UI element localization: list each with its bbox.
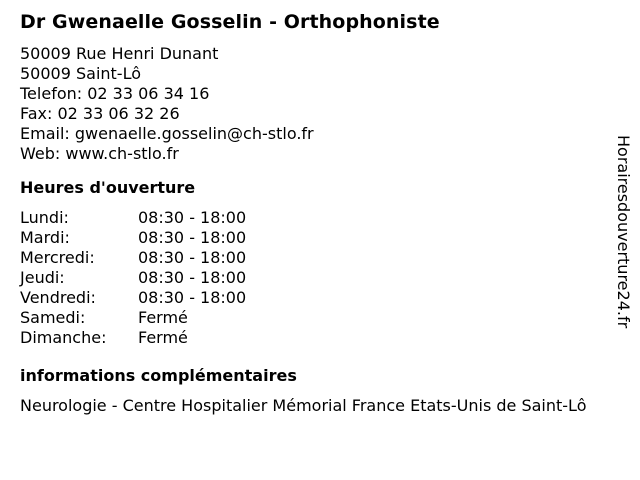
opening-hours-heading: Heures d'ouverture <box>20 178 196 197</box>
day-label: Lundi: <box>20 208 69 227</box>
fax-line: Fax: 02 33 06 32 26 <box>20 104 180 123</box>
day-hours: 08:30 - 18:00 <box>138 208 247 227</box>
day-label: Mardi: <box>20 228 70 247</box>
day-label: Vendredi: <box>20 288 96 307</box>
additional-info-heading: informations complémentaires <box>20 366 297 385</box>
hours-row-tuesday <box>20 228 620 248</box>
web-line: Web: www.ch-stlo.fr <box>20 144 179 163</box>
page-title: Dr Gwenaelle Gosselin - Orthophoniste <box>20 11 440 33</box>
day-hours: Fermé <box>138 308 188 327</box>
listing-card <box>20 10 620 416</box>
hours-row-monday <box>20 208 620 228</box>
address-street: 50009 Rue Henri Dunant <box>20 44 219 63</box>
opening-hours-list <box>20 208 620 348</box>
day-hours: 08:30 - 18:00 <box>138 228 247 247</box>
hours-row-sunday <box>20 328 620 348</box>
additional-info-text: Neurologie - Centre Hospitalier Mémorial France Etats-Unis de Saint-Lô <box>20 396 587 415</box>
day-hours: 08:30 - 18:00 <box>138 288 247 307</box>
site-watermark: Horairesdouverture24.fr <box>614 135 633 329</box>
day-label: Dimanche: <box>20 328 107 347</box>
day-hours: 08:30 - 18:00 <box>138 268 247 287</box>
day-label: Samedi: <box>20 308 86 327</box>
day-hours: 08:30 - 18:00 <box>138 248 247 267</box>
contact-block <box>20 44 620 164</box>
hours-row-thursday <box>20 268 620 288</box>
address-city: 50009 Saint-Lô <box>20 64 141 83</box>
email-line: Email: gwenaelle.gosselin@ch-stlo.fr <box>20 124 314 143</box>
day-label: Jeudi: <box>20 268 65 287</box>
phone-line: Telefon: 02 33 06 34 16 <box>20 84 210 103</box>
day-label: Mercredi: <box>20 248 95 267</box>
hours-row-saturday <box>20 308 620 328</box>
hours-row-wednesday <box>20 248 620 268</box>
day-hours: Fermé <box>138 328 188 347</box>
hours-row-friday <box>20 288 620 308</box>
